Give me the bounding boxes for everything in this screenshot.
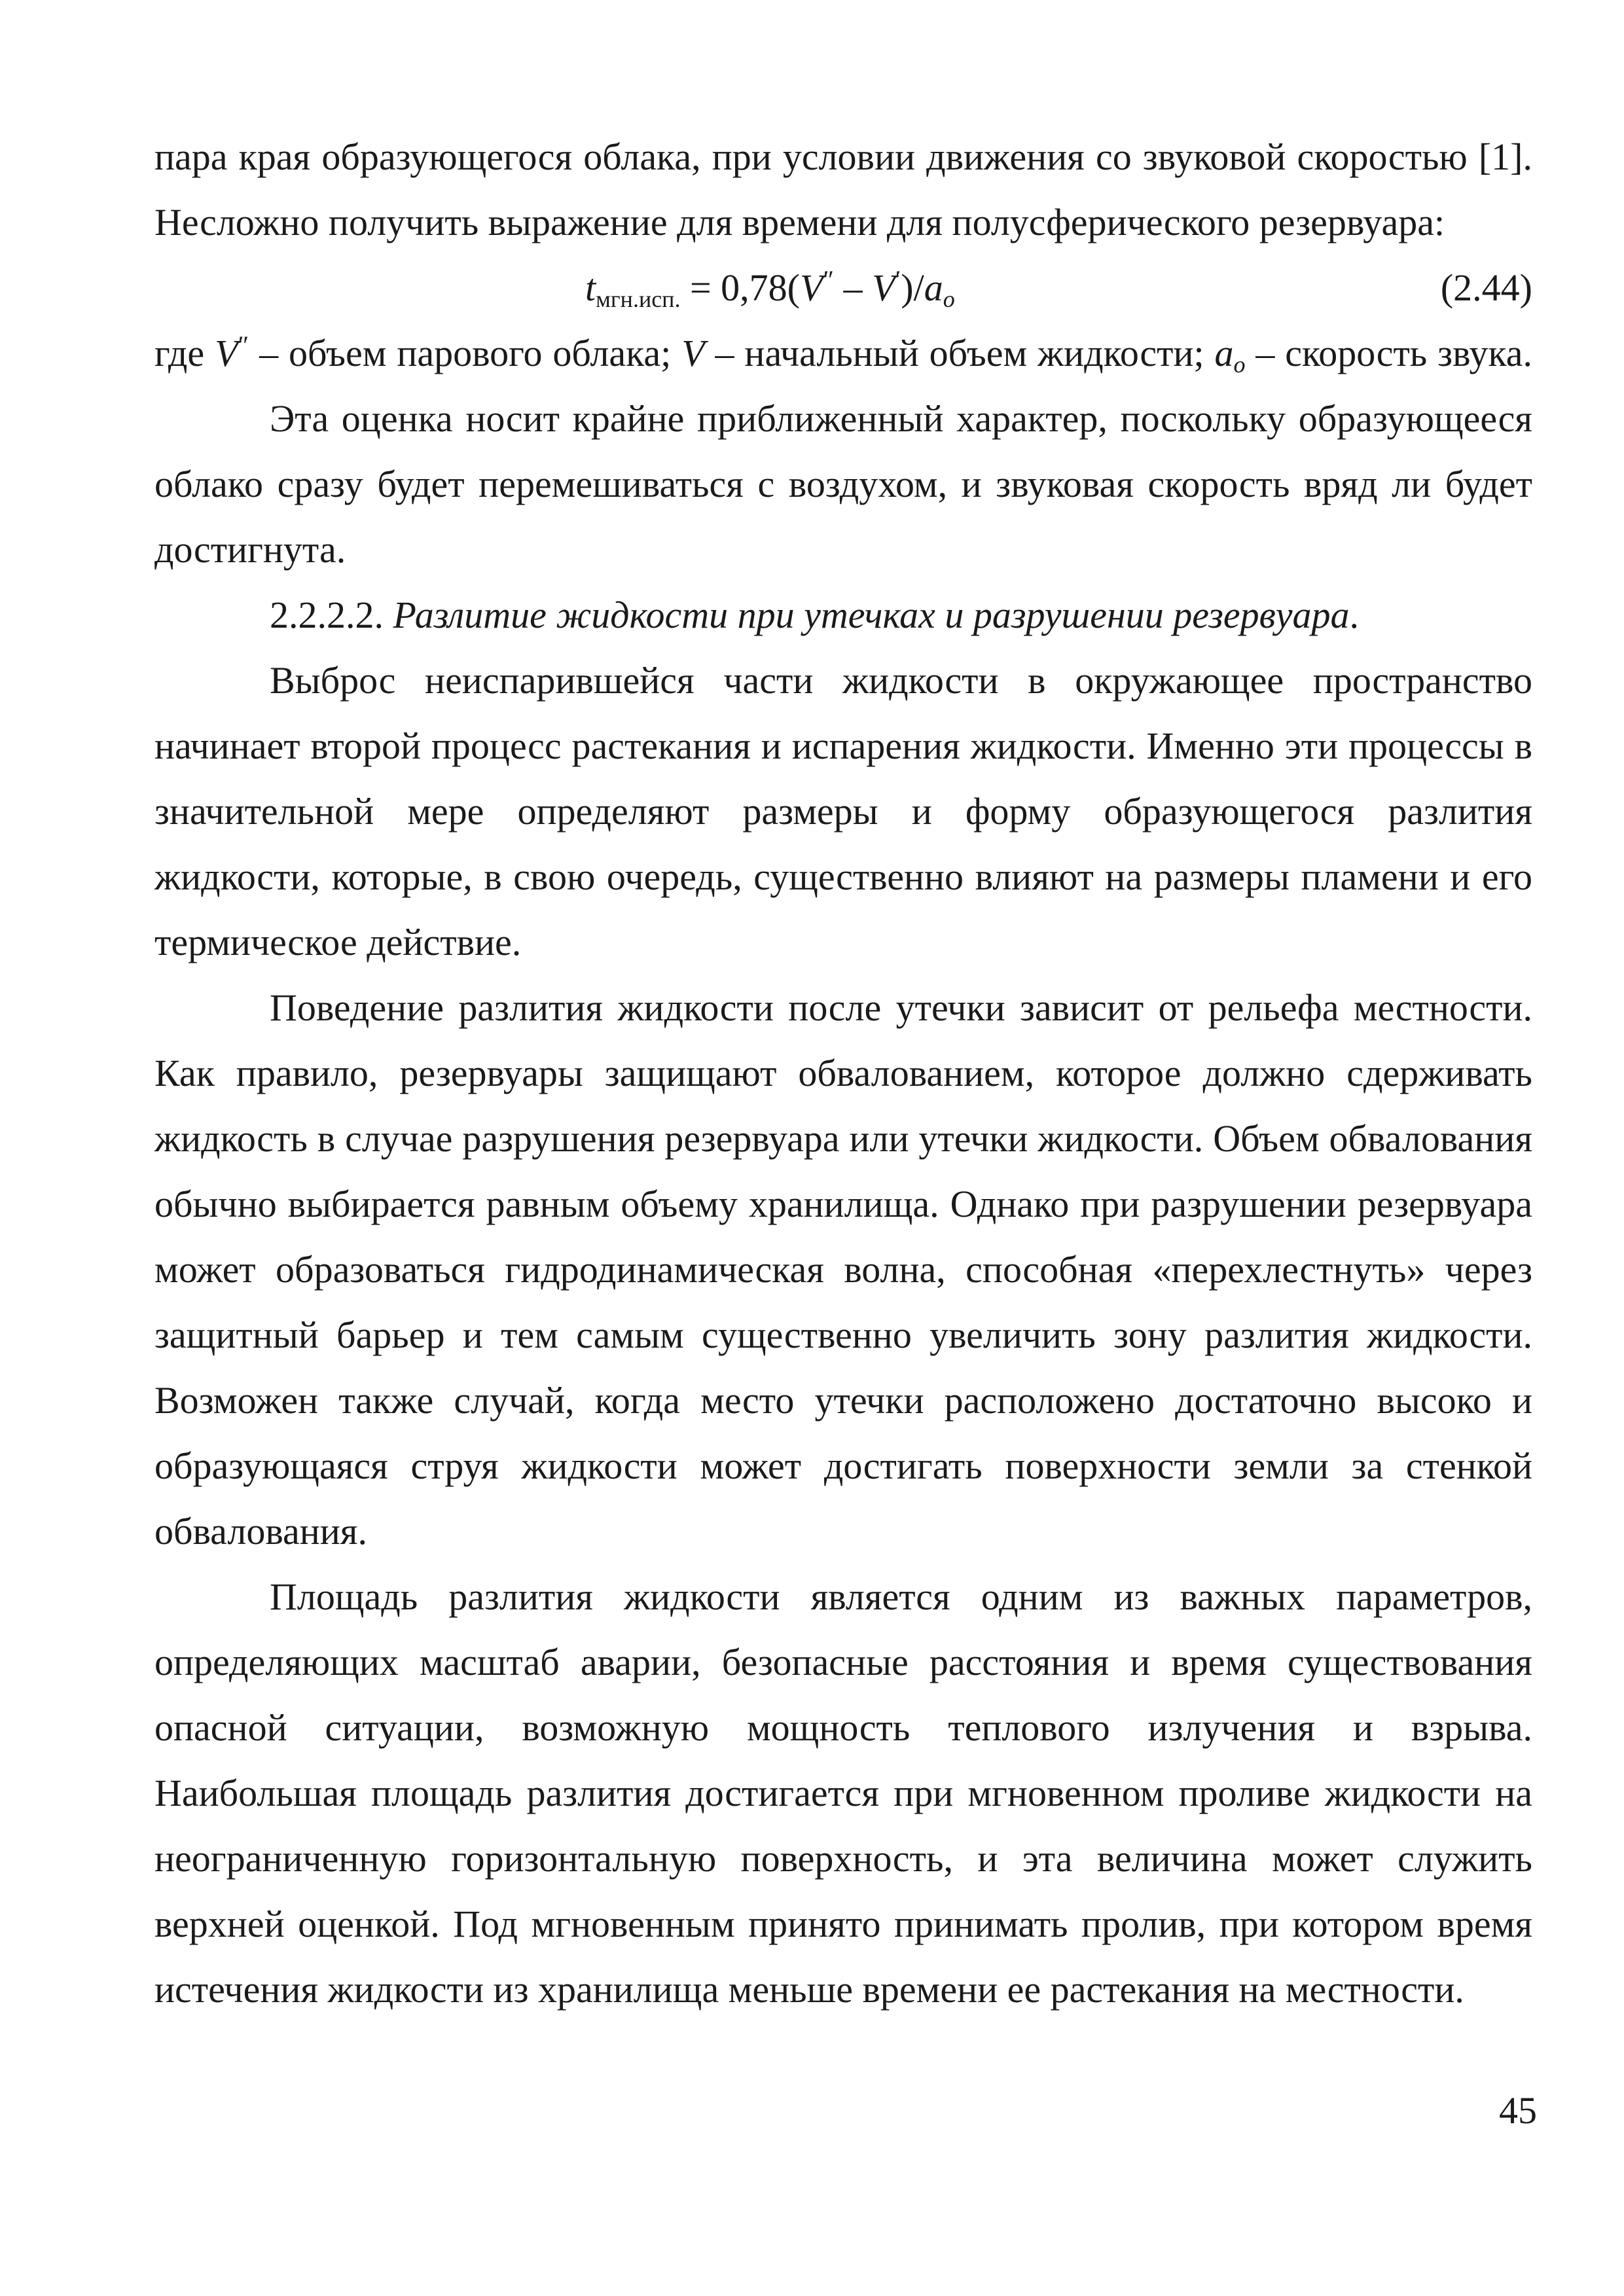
where-part2: – начальный объем жидкости; xyxy=(704,332,1215,374)
formula-a-sub: o xyxy=(943,286,955,312)
text-line: Несложно получить выражение для времени для полусферического резервуара: xyxy=(154,201,1445,243)
equation-number: (2.44) xyxy=(1440,266,1532,309)
text-line: Эта оценка носит крайне приближенный характер, поскольку образующееся xyxy=(270,397,1532,440)
formula-t: t xyxy=(585,266,596,309)
text-line: жидкость в случае разрушения резервуара или утечки жидкости. Объем обвалования xyxy=(154,1117,1532,1160)
text-line: Площадь разлития жидкости является одним из важных параметров, xyxy=(270,1575,1532,1618)
page-number: 45 xyxy=(1499,2089,1537,2132)
text-line: верхней оценкой. Под мгновенным принято принимать пролив, при котором время xyxy=(154,1903,1532,1945)
formula-t-sub: мгн.исп. xyxy=(596,286,681,312)
text-line: неограниченную горизонтальную поверхность, и эта величина может служить xyxy=(154,1837,1532,1880)
text-line: облако сразу будет перемешиваться с воздухом, и звуковая скорость вряд ли будет xyxy=(154,463,1532,505)
formula-v2-prime: ′ xyxy=(895,265,901,295)
formula-v2: V xyxy=(872,266,895,309)
document-page xyxy=(154,124,1532,2022)
where-v1-prime: ″ xyxy=(238,331,249,360)
text-line: достигнута. xyxy=(154,528,346,571)
section-number: 2.2.2.2. xyxy=(270,594,393,636)
text-line: Наибольшая площадь разлития достигается при мгновенном проливе жидкости на xyxy=(154,1772,1532,1814)
where-part3: – скорость звука. xyxy=(1245,332,1533,374)
where-start: где xyxy=(154,332,215,374)
text-line: опасной ситуации, возможную мощность теплового излучения и взрыва. xyxy=(154,1706,1532,1749)
text-line: пара края образующегося облака, при условии движения со звуковой скоростью [1]. xyxy=(154,135,1532,178)
formula-line xyxy=(154,255,1532,321)
text-line: истечения жидкости из хранилища меньше времени ее растекания на местности. xyxy=(154,1968,1464,2011)
text-line: определяющих масштаб аварии, безопасные расстояния и время существования xyxy=(154,1641,1532,1683)
text-line: начинает второй процесс растекания и испарения жидкости. Именно эти процессы в xyxy=(154,725,1532,767)
text-line: образующаяся струя жидкости может достигать поверхности земли за стенкой xyxy=(154,1444,1532,1487)
text-line: обычно выбирается равным объему хранилища. Однако при разрушении резервуара xyxy=(154,1183,1532,1225)
formula-v1-prime: ″ xyxy=(823,265,835,295)
where-v2: V xyxy=(681,332,705,374)
where-v1: V xyxy=(215,332,238,374)
text-line: может образоваться гидродинамическая волна, способная «перехлестнуть» через xyxy=(154,1248,1532,1291)
formula-a: a xyxy=(924,266,943,309)
text-line: термическое действие. xyxy=(154,921,522,963)
section-dot: . xyxy=(1349,594,1360,636)
text-line: Возможен также случай, когда место утечки расположено достаточно высоко и xyxy=(154,1379,1532,1422)
text-line: Выброс неиспарившейся части жидкости в окружающее пространство xyxy=(270,659,1532,702)
section-title: Разлитие жидкости при утечках и разрушении резервуара xyxy=(393,594,1350,636)
text-line: значительной мере определяют размеры и форму образующегося разлития xyxy=(154,790,1532,833)
formula-v1: V xyxy=(799,266,823,309)
where-a: a xyxy=(1214,332,1234,374)
text-line: Как правило, резервуары защищают обвалованием, которое должно сдерживать xyxy=(154,1052,1532,1094)
text-line: защитный барьер и тем самым существенно увеличить зону разлития жидкости. xyxy=(154,1314,1532,1356)
text-line: Поведение разлития жидкости после утечки зависит от рельефа местности. xyxy=(270,986,1532,1029)
formula-eq: = 0,78( xyxy=(680,266,800,309)
text-line: жидкости, которые, в свою очередь, существенно влияют на размеры пламени и его xyxy=(154,855,1532,898)
where-part1: – объем парового облака; xyxy=(249,332,682,374)
formula-close: )/ xyxy=(901,266,924,309)
section-heading xyxy=(154,583,1532,648)
formula xyxy=(585,255,955,321)
where-a-sub: o xyxy=(1233,351,1246,378)
text-line: обвалования. xyxy=(154,1510,367,1552)
where-line xyxy=(154,321,1532,386)
formula-minus: – xyxy=(834,266,873,309)
